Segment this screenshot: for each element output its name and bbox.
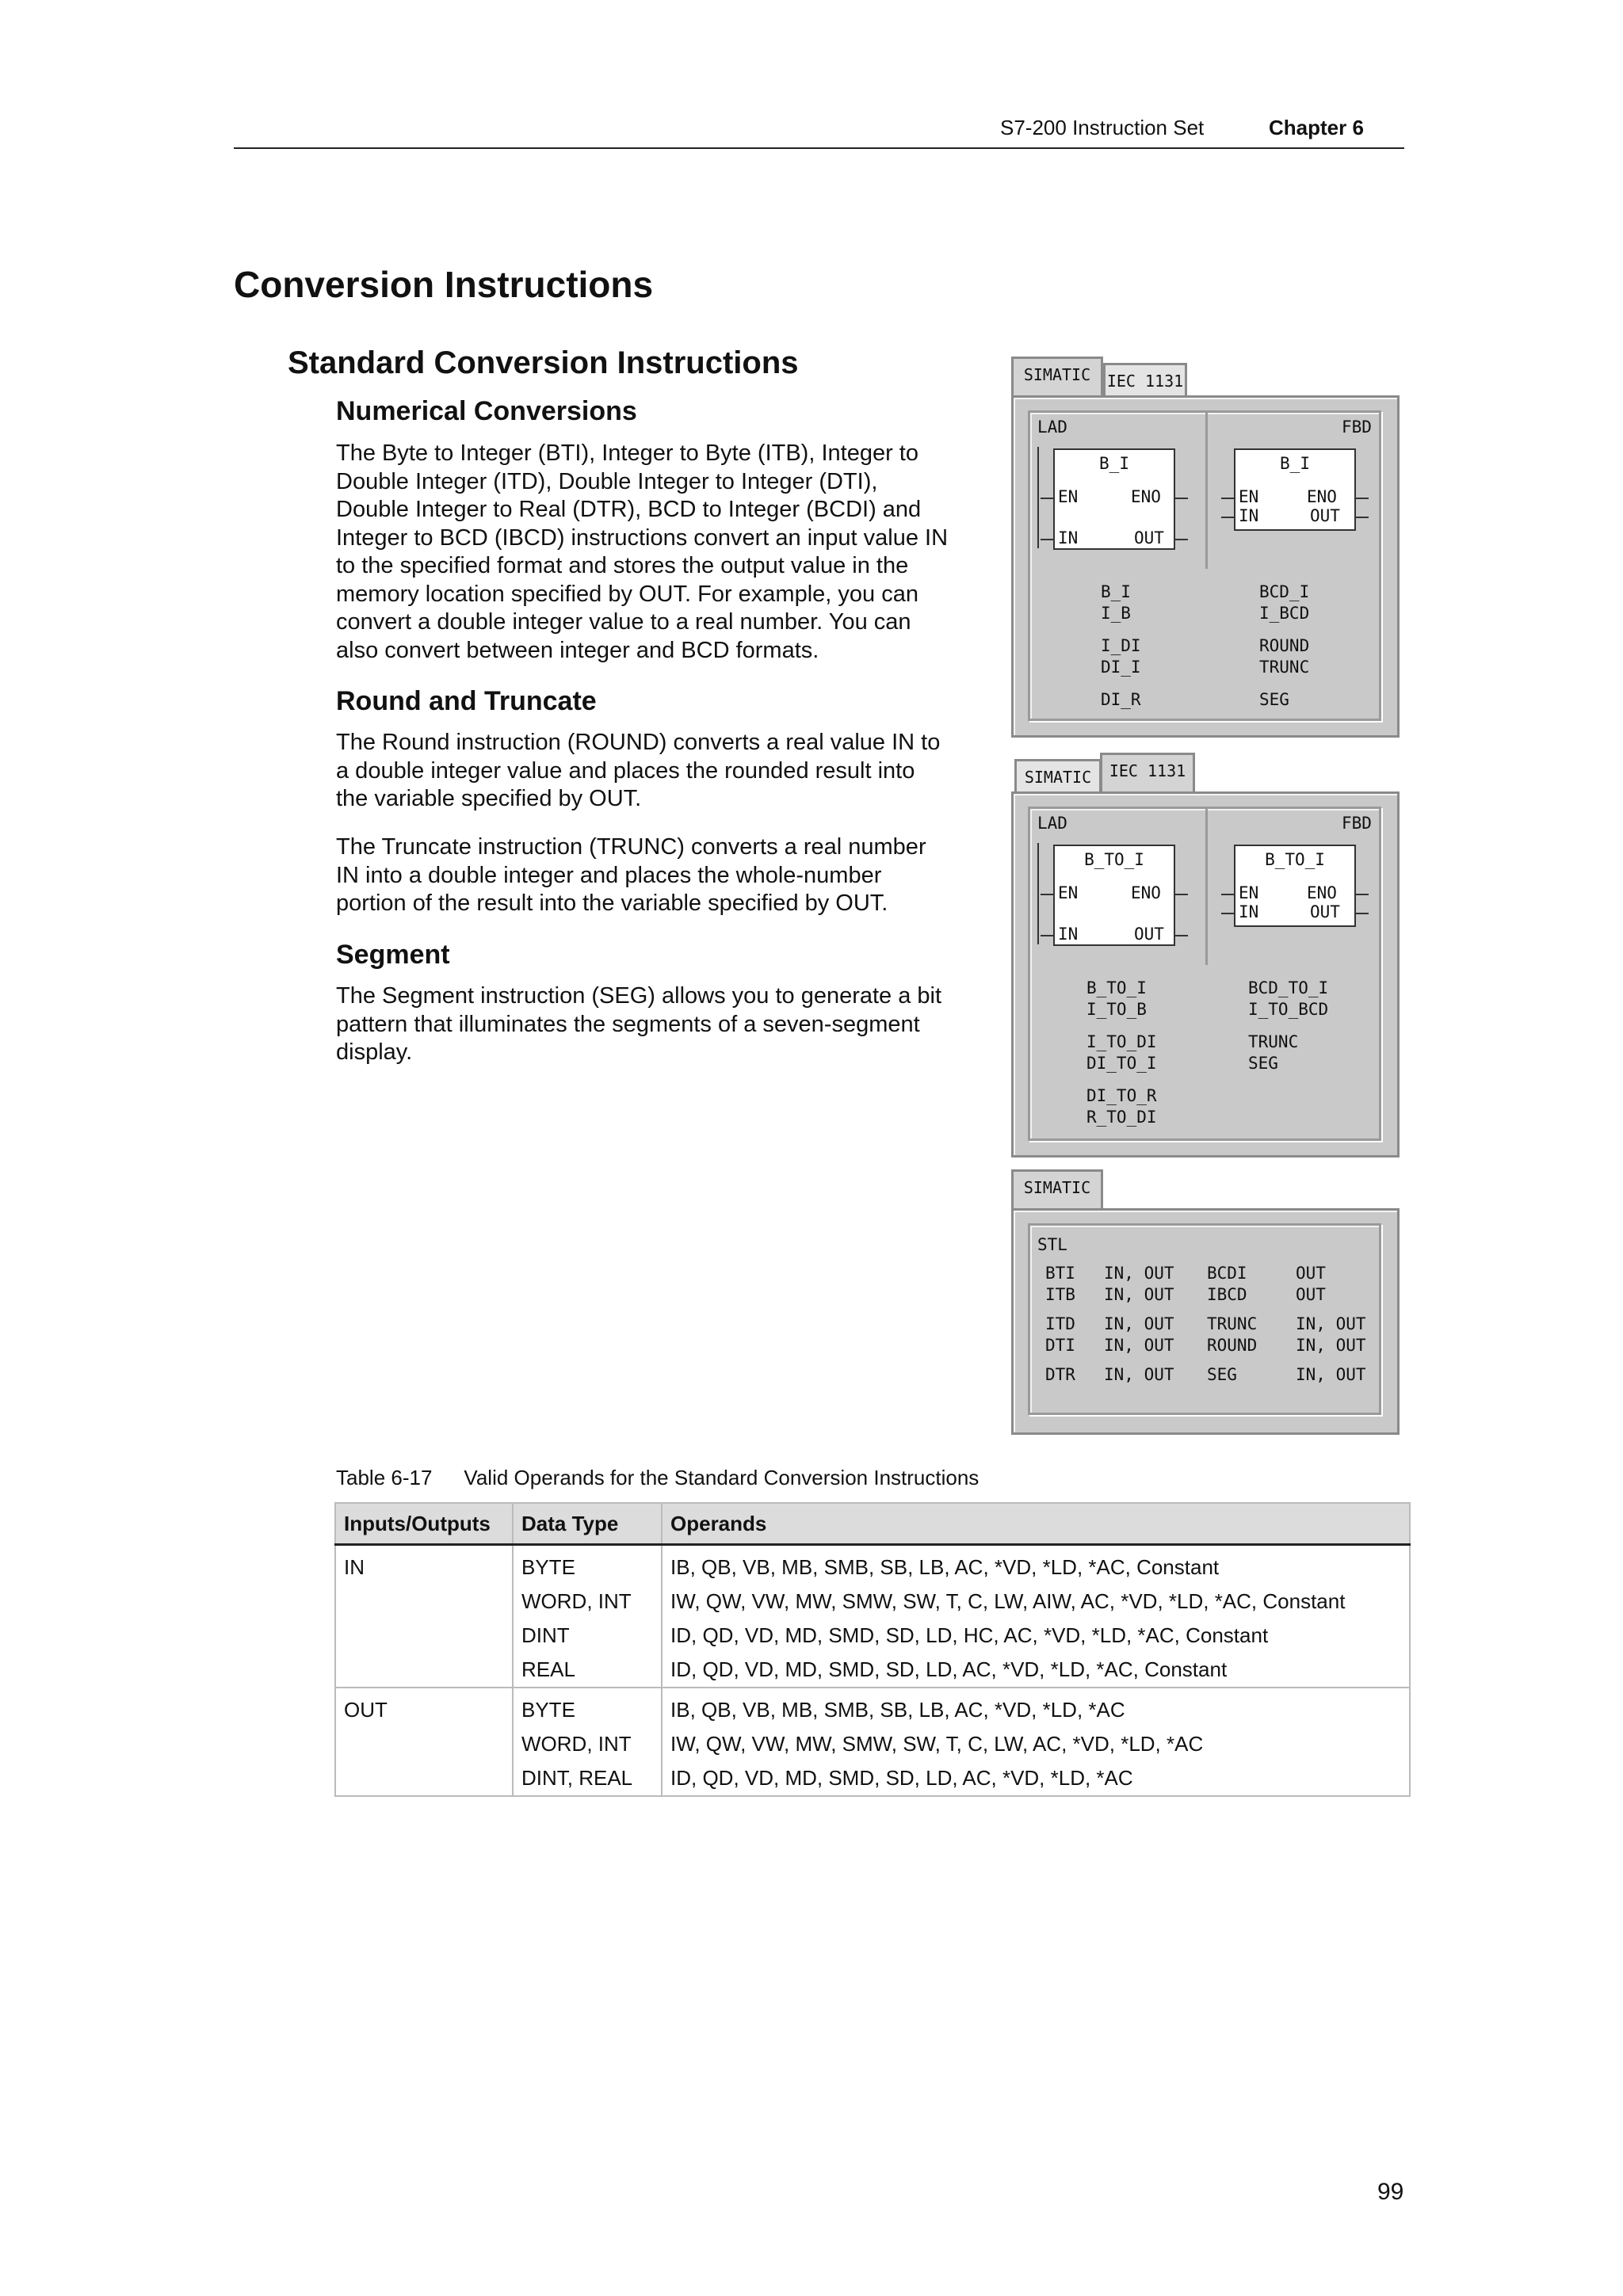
out-pin: OUT — [1134, 925, 1164, 944]
list-item[interactable]: BTI — [1045, 1264, 1075, 1283]
in-pin: IN — [1058, 528, 1079, 547]
table-row: REAL ID, QD, VD, MD, SMD, SD, LD, AC, *VD, *LD, *AC, Constant — [335, 1653, 1410, 1688]
en-wire — [1221, 894, 1234, 895]
list-item[interactable]: IBCD — [1207, 1285, 1247, 1304]
out-pin: OUT — [1310, 902, 1340, 921]
list-item[interactable]: ROUND — [1207, 1336, 1258, 1355]
lad-label: LAD — [1037, 418, 1067, 437]
list-item[interactable]: I_TO_DI — [1086, 1032, 1157, 1051]
stl-mnemonics-2 — [1207, 1263, 1257, 1386]
eno-pin: ENO — [1131, 487, 1161, 506]
column-header: Operands — [662, 1503, 1410, 1545]
in-wire — [1041, 935, 1053, 936]
list-item[interactable]: R_TO_DI — [1086, 1108, 1157, 1127]
list-item[interactable]: DI_I — [1101, 658, 1141, 677]
running-header-chapter: Chapter 6 — [1269, 116, 1364, 139]
eno-pin: ENO — [1131, 883, 1161, 902]
list-item[interactable]: TRUNC — [1207, 1314, 1258, 1333]
table-header-row — [335, 1503, 1410, 1545]
list-item[interactable]: DI_TO_R — [1086, 1086, 1157, 1105]
instruction-panel-simatic — [1011, 395, 1400, 738]
lad-function-box[interactable] — [1037, 843, 1196, 944]
eno-pin: ENO — [1307, 487, 1337, 506]
column-header: Data Type — [513, 1503, 662, 1545]
list-item[interactable]: B_I — [1101, 582, 1131, 601]
list-item[interactable]: SEG — [1248, 1054, 1278, 1073]
in-wire — [1221, 913, 1234, 914]
power-rail — [1037, 843, 1039, 944]
list-item[interactable]: I_TO_BCD — [1248, 1000, 1329, 1019]
segment-paragraph: The Segment instruction (SEG) allows you to generate a bit pattern that illuminates the segments of a seven-segment display. — [336, 983, 942, 1065]
out-wire — [1175, 539, 1188, 540]
list-item[interactable]: I_BCD — [1259, 604, 1310, 623]
eno-wire — [1356, 498, 1369, 499]
table-caption: Table 6-17 Valid Operands for the Standard Conversion Instructions — [336, 1466, 980, 1489]
tab-simatic[interactable]: SIMATIC — [1014, 759, 1102, 794]
stl-mnemonics-1 — [1045, 1263, 1075, 1386]
en-wire — [1221, 498, 1234, 499]
eno-wire — [1175, 894, 1188, 895]
column-header: Inputs/Outputs — [335, 1503, 513, 1545]
lad-box-name: B_TO_I — [1084, 850, 1144, 869]
section-title: Conversion Instructions — [234, 264, 654, 305]
round-paragraph: The Round instruction (ROUND) converts a real value IN to a double integer value and places the rounded result into the variable specified by OUT. — [336, 730, 941, 811]
running-header-title: S7-200 Instruction Set — [1000, 116, 1205, 139]
list-item[interactable]: SEG — [1259, 690, 1289, 709]
numerical-paragraph: The Byte to Integer (BTI), Integer to Byte (ITB), Integer to Double Integer (ITD), Double Integer to Integer (DTI), Double Integer to Real (DTR), BCD to Integer (BCDI) and Integer to BCD (IBCD) instructions convert an input value IN to the specified format and stores the output value in the memory location specified by OUT. For example, you can convert a double integer value to a real number. You can also convert between integer and BCD formats. — [336, 441, 949, 663]
in-wire — [1041, 539, 1053, 540]
lad-fbd-divider — [1205, 807, 1208, 965]
stl-operands-1: IN, OUT IN, OUT IN, OUT IN, OUT IN, OUT — [1104, 1264, 1174, 1384]
out-wire — [1175, 935, 1188, 936]
lad-box-name: B_I — [1099, 454, 1129, 473]
fbd-function-box[interactable] — [1218, 843, 1369, 930]
list-item[interactable]: BCDI — [1207, 1264, 1247, 1283]
list-item[interactable]: I_B — [1101, 604, 1131, 623]
instruction-list-right — [1259, 582, 1309, 711]
tab-iec-1131[interactable]: IEC 1131 — [1100, 753, 1195, 794]
in-pin: IN — [1239, 902, 1259, 921]
en-pin: EN — [1058, 883, 1079, 902]
table-row: WORD, INT IW, QW, VW, MW, SMW, SW, T, C, LW, AC, *VD, *LD, *AC — [335, 1727, 1410, 1761]
instruction-panel-iec — [1011, 791, 1400, 1158]
list-item[interactable]: TRUNC — [1248, 1032, 1299, 1051]
out-wire — [1356, 517, 1369, 518]
out-pin: OUT — [1134, 528, 1164, 547]
lad-label: LAD — [1037, 814, 1067, 833]
header-rule — [234, 147, 1404, 149]
numerical-heading: Numerical Conversions — [336, 396, 637, 426]
lad-function-box[interactable] — [1037, 447, 1196, 548]
segment-heading: Segment — [336, 940, 450, 970]
table-row: WORD, INT IW, QW, VW, MW, SMW, SW, T, C, LW, AIW, AC, *VD, *LD, *AC, Constant — [335, 1585, 1410, 1619]
page-number: 99 — [1377, 2179, 1404, 2205]
en-pin: EN — [1239, 883, 1259, 902]
power-rail — [1037, 447, 1039, 548]
out-wire — [1356, 913, 1369, 914]
instruction-list-left — [1101, 582, 1141, 711]
fbd-box-name: B_I — [1280, 454, 1310, 473]
fbd-label: FBD — [1342, 418, 1372, 437]
list-item[interactable]: BCD_TO_I — [1248, 978, 1329, 997]
list-item[interactable]: DI_TO_I — [1086, 1054, 1157, 1073]
operands-table — [334, 1502, 1411, 1797]
list-item[interactable]: BCD_I — [1259, 582, 1310, 601]
out-pin: OUT — [1310, 506, 1340, 525]
list-item[interactable]: ROUND — [1259, 636, 1310, 655]
en-wire — [1041, 894, 1053, 895]
list-item[interactable]: I_DI — [1101, 636, 1141, 655]
list-item[interactable]: DTR — [1045, 1365, 1075, 1384]
round-heading: Round and Truncate — [336, 686, 597, 716]
en-pin: EN — [1058, 487, 1079, 506]
eno-pin: ENO — [1307, 883, 1337, 902]
tab-simatic[interactable]: SIMATIC — [1011, 357, 1103, 398]
instruction-list-right — [1248, 978, 1328, 1074]
fbd-function-box[interactable] — [1218, 447, 1369, 534]
list-item[interactable]: B_TO_I — [1086, 978, 1147, 997]
en-wire — [1041, 498, 1053, 499]
list-item[interactable]: ITB — [1045, 1285, 1075, 1304]
subsection-title: Standard Conversion Instructions — [288, 345, 799, 380]
truncate-paragraph: The Truncate instruction (TRUNC) converts a real number IN into a double integer and places the whole-number portion of the result into the variable specified by OUT. — [336, 834, 926, 916]
tab-simatic[interactable]: SIMATIC — [1011, 1169, 1103, 1211]
list-item[interactable]: DI_R — [1101, 690, 1141, 709]
instruction-list-left — [1086, 978, 1157, 1128]
list-item[interactable]: ITD — [1045, 1314, 1075, 1333]
fbd-label: FBD — [1342, 814, 1372, 833]
table-row: OUT BYTE IB, QB, VB, MB, SMB, SB, LB, AC, *VD, *LD, *AC — [335, 1688, 1410, 1727]
eno-wire — [1175, 498, 1188, 499]
stl-label: STL — [1037, 1235, 1067, 1254]
in-pin: IN — [1058, 925, 1079, 944]
table-row: DINT, REAL ID, QD, VD, MD, SMD, SD, LD, AC, *VD, *LD, *AC — [335, 1761, 1410, 1796]
stl-operands-2: OUT OUT IN, OUT IN, OUT IN, OUT — [1296, 1264, 1366, 1384]
list-item[interactable]: DTI — [1045, 1336, 1075, 1355]
lad-fbd-divider — [1205, 410, 1208, 569]
list-item[interactable]: TRUNC — [1259, 658, 1310, 677]
eno-wire — [1356, 894, 1369, 895]
tab-iec-1131[interactable]: IEC 1131 — [1103, 363, 1187, 398]
stl-panel — [1011, 1208, 1400, 1435]
fbd-box-name: B_TO_I — [1265, 850, 1325, 869]
en-pin: EN — [1239, 487, 1259, 506]
list-item[interactable]: SEG — [1207, 1365, 1237, 1384]
list-item[interactable]: I_TO_B — [1086, 1000, 1147, 1019]
table-row: IN BYTE IB, QB, VB, MB, SMB, SB, LB, AC, *VD, *LD, *AC, Constant — [335, 1545, 1410, 1585]
in-wire — [1221, 517, 1234, 518]
table-row: DINT ID, QD, VD, MD, SMD, SD, LD, HC, AC, *VD, *LD, *AC, Constant — [335, 1619, 1410, 1653]
in-pin: IN — [1239, 506, 1259, 525]
